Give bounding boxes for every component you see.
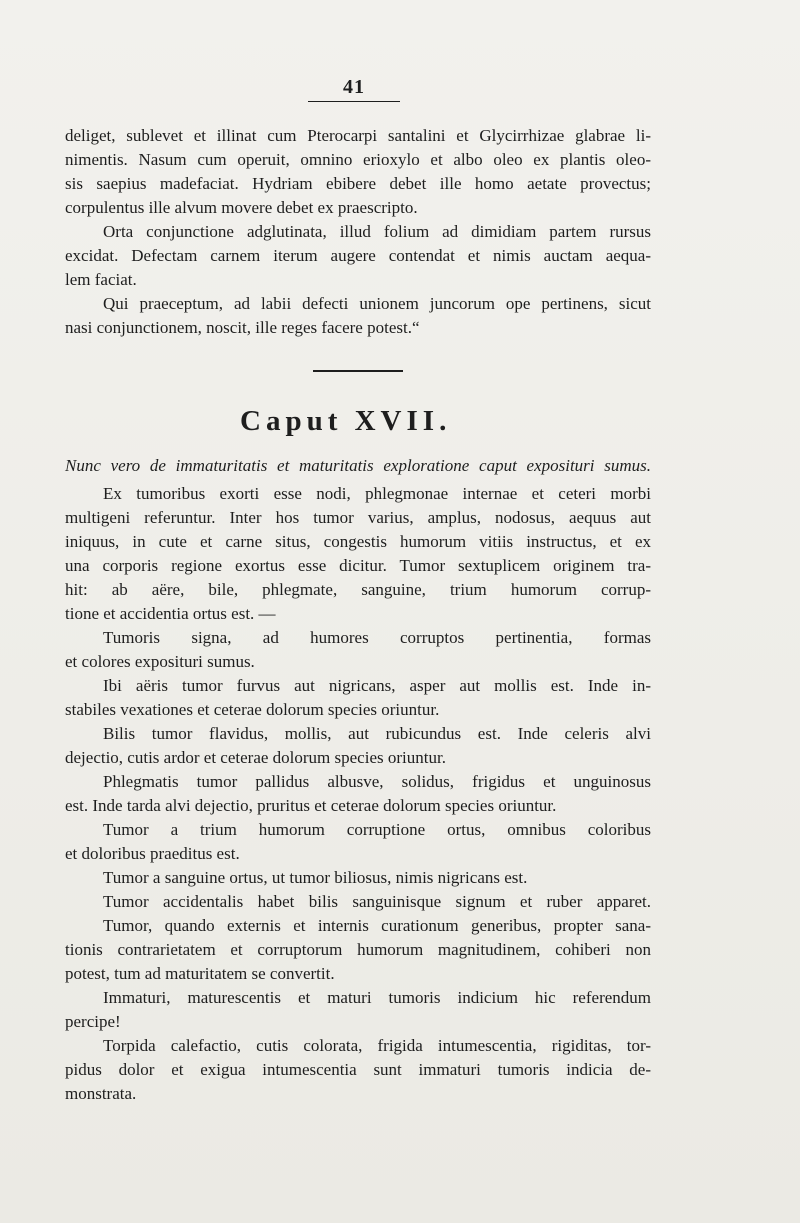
text-line: Tumor a sanguine ortus, ut tumor biliosus, nimis nigricans est. xyxy=(103,868,528,887)
text-line: tionis contrarietatem et corruptorum humorum magnitudinem, cohiberi non xyxy=(65,940,651,959)
text-line: deliget, sublevet et illinat cum Pterocarpi santalini et Glycirrhizae glabrae li- xyxy=(65,126,651,145)
text-line: Orta conjunctione adglutinata, illud folium ad dimidiam partem rursus xyxy=(103,222,651,241)
text-line: Ibi aëris tumor furvus aut nigricans, asper aut mollis est. Inde in- xyxy=(103,676,651,695)
text-line: potest, tum ad maturitatem se convertit. xyxy=(65,964,335,983)
text-line: Tumor a trium humorum corruptione ortus, omnibus coloribus xyxy=(103,820,651,839)
text-line: multigeni referuntur. Inter hos tumor varius, amplus, nodosus, aequus aut xyxy=(65,508,651,527)
text-line: Tumor accidentalis habet bilis sanguinisque signum et ruber apparet. xyxy=(103,892,651,911)
page-number: 41 xyxy=(308,76,400,102)
text-line: et doloribus praeditus est. xyxy=(65,844,240,863)
text-line: sis saepius madefaciat. Hydriam ebibere debet ille homo aetate provectus; xyxy=(65,174,651,193)
text-line: est. Inde tarda alvi dejectio, pruritus et ceterae dolorum species oriuntur. xyxy=(65,796,557,815)
text-line: iniquus, in cute et carne situs, congestis humorum vitiis instructus, et ex xyxy=(65,532,651,551)
text-line: Bilis tumor flavidus, mollis, aut rubicundus est. Inde celeris alvi xyxy=(103,724,651,743)
text-line: lem faciat. xyxy=(65,270,137,289)
chapter-title: Caput XVII. xyxy=(240,405,452,437)
section-divider xyxy=(313,370,403,372)
text-line: pidus dolor et exigua intumescentia sunt immaturi tumoris indicia de- xyxy=(65,1060,651,1079)
text-line: Torpida calefactio, cutis colorata, frigida intumescentia, rigiditas, tor- xyxy=(103,1036,651,1055)
text-line: Ex tumoribus exorti esse nodi, phlegmonae internae et ceteri morbi xyxy=(103,484,651,503)
text-line: hit: ab aëre, bile, phlegmate, sanguine, trium humorum corrup- xyxy=(65,580,651,599)
text-line: et colores exposituri sumus. xyxy=(65,652,255,671)
text-line: una corporis regione exortus esse dicitur. Tumor sextuplicem originem tra- xyxy=(65,556,651,575)
text-line: percipe! xyxy=(65,1012,121,1031)
text-line: Qui praeceptum, ad labii defecti unionem juncorum ope pertinens, sicut xyxy=(103,294,651,313)
text-line: tione et accidentia ortus est. — xyxy=(65,604,276,623)
text-line: Tumoris signa, ad humores corruptos pertinentia, formas xyxy=(103,628,651,647)
text-line: corpulentus ille alvum movere debet ex praescripto. xyxy=(65,198,418,217)
text-line: monstrata. xyxy=(65,1084,137,1103)
text-line: nasi conjunctionem, noscit, ille reges facere potest.“ xyxy=(65,318,420,337)
text-line: Phlegmatis tumor pallidus albusve, solidus, frigidus et unguinosus xyxy=(103,772,651,791)
text-line: nimentis. Nasum cum operuit, omnino erioxylo et albo oleo ex plantis oleo- xyxy=(65,150,651,169)
text-line: dejectio, cutis ardor et ceterae dolorum species oriuntur. xyxy=(65,748,446,767)
chapter-subtitle: Nunc vero de immaturitatis et maturitatis exploratione caput exposituri sumus. xyxy=(65,456,651,475)
text-line: stabiles vexationes et ceterae dolorum species oriuntur. xyxy=(65,700,440,719)
text-line: Tumor, quando externis et internis curationum generibus, propter sana- xyxy=(103,916,651,935)
text-line: Immaturi, maturescentis et maturi tumoris indicium hic referendum xyxy=(103,988,651,1007)
text-line: excidat. Defectam carnem iterum augere contendat et nimis auctam aequa- xyxy=(65,246,651,265)
